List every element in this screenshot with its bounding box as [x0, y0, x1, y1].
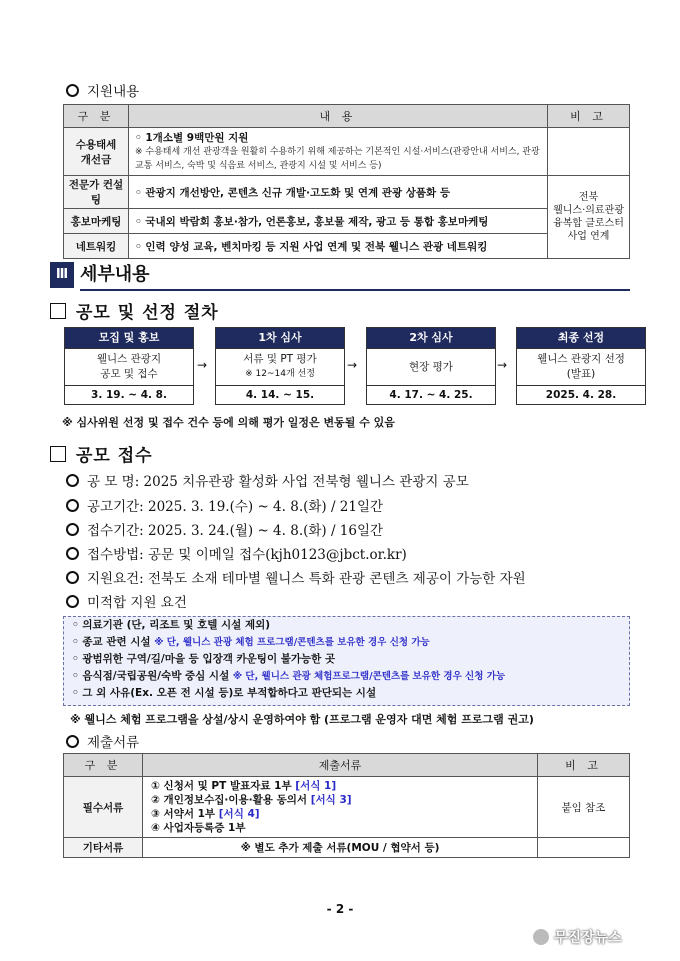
support-row-category: 홍보마케팅 [64, 209, 129, 234]
criteria-note: ※ 웰니스 체험 프로그램을 상설/상시 운영하여야 함 (프로그램 운영자 대면 체험 프로그램 권고) [70, 713, 534, 726]
document-item: ④ 사업자등록증 1부 [151, 822, 246, 834]
step-title: 2차 심사 [367, 328, 495, 348]
step-title: 최종 선정 [517, 328, 645, 348]
square-bullet-icon [50, 303, 66, 319]
support-row-category: 수용태세 개선금 [64, 128, 129, 176]
application-item: 지원요건: 전북도 소재 테마별 웰니스 특화 관광 콘텐츠 제공이 가능한 자원 [66, 567, 526, 587]
criteria-item: ◦ 의료기관 (단, 리조트 및 호텔 시설 제외) [72, 619, 271, 631]
support-row-content: ◦ 인력 양성 교육, 벤치마킹 등 지원 사업 연계 및 전북 웰니스 관광 네트워킹 [129, 234, 548, 259]
support-row-note: ※ 수용태세 개선 관광객을 원활히 수용하기 위해 제공하는 기본적인 시설·서비스(관광안내 서비스, 관광교통 서비스, 숙박 및 식음료 서비스, 관광지 시설 및 서비스 등) [135, 147, 540, 171]
documents-table [63, 753, 630, 858]
documents-required-label: 필수서류 [64, 777, 143, 838]
support-row-remark-empty [548, 128, 630, 176]
documents-other-text: ※ 별도 추가 제출 서류(MOU / 협약서 등) [143, 838, 538, 858]
section-title: 세부내용 [80, 264, 150, 285]
watermark-logo-icon [533, 929, 549, 945]
documents-col-category: 구 분 [64, 754, 143, 777]
square-bullet-icon [50, 446, 66, 462]
circle-bullet-icon [66, 499, 79, 512]
step-desc: 웰니스 관광지 선정 (발표) [517, 348, 645, 386]
support-heading: 지원내용 [66, 80, 139, 100]
document-item: ① 신청서 및 PT 발표자료 1부 [서식 1] [151, 780, 337, 792]
circle-bullet-icon [66, 735, 79, 748]
arrow-right-icon: → [197, 358, 208, 372]
step-1 [64, 327, 194, 405]
circle-bullet-icon [66, 571, 79, 584]
step-4 [516, 327, 646, 405]
step-date: 3. 19. ~ 4. 8. [91, 389, 167, 401]
step-date: 4. 17. ~ 4. 25. [389, 389, 473, 401]
circle-bullet-icon [66, 84, 79, 97]
step-3 [366, 327, 496, 405]
documents-other-label: 기타서류 [64, 838, 143, 858]
step-2 [215, 327, 345, 405]
documents-other-remark [538, 838, 630, 858]
application-item: 접수방법: 공문 및 이메일 접수(kjh0123@jbct.or.kr) [66, 543, 407, 563]
application-heading: 공모 접수 [50, 441, 153, 466]
support-row-content: ◦ 국내외 박람회 홍보·참가, 언론홍보, 홍보물 제작, 광고 등 통합 홍보마케팅 [129, 209, 548, 234]
criteria-item: ◦ 종교 관련 시설 ※ 단, 웰니스 관광 체험 프로그램/콘텐츠를 보유한 경우 신청 가능 [72, 636, 430, 648]
circle-bullet-icon [66, 595, 79, 608]
application-item: 공고기간: 2025. 3. 19.(수) ~ 4. 8.(화) / 21일간 [66, 495, 383, 515]
procedure-heading: 공모 및 선정 절차 [50, 298, 219, 323]
step-desc: 현장 평가 [367, 348, 495, 386]
application-item: 미적합 지원 요건 [66, 591, 187, 611]
support-row-content: ◦ 관광지 개선방안, 콘텐츠 신규 개발·고도화 및 연계 관광 상품화 등 [129, 176, 548, 209]
step-title: 모집 및 홍보 [65, 328, 193, 348]
documents-heading: 제출서류 [66, 731, 139, 751]
arrow-right-icon: → [497, 358, 508, 372]
step-date: 2025. 4. 28. [545, 389, 617, 401]
support-row-category: 전문가 컨설팅 [64, 176, 129, 209]
criteria-item: ◦ 광범위한 구역/길/마을 등 입장객 카운팅이 불가능한 곳 [72, 653, 336, 665]
documents-col-remark: 비 고 [538, 754, 630, 777]
support-col-content: 내 용 [129, 105, 548, 128]
documents-col-docs: 제출서류 [143, 754, 538, 777]
criteria-item: ◦ 음식점/국립공원/숙박 중심 시설 ※ 단, 웰니스 관광 체험프로그램/콘텐츠를 보유한 경우 신청 가능 [72, 670, 506, 682]
step-desc: 서류 및 PT 평가 ※ 12~14개 선정 [216, 348, 344, 386]
arrow-right-icon: → [347, 358, 358, 372]
step-desc: 웰니스 관광지 공모 및 접수 [65, 348, 193, 386]
section-numeral: Ⅲ [50, 262, 74, 288]
step-title: 1차 심사 [216, 328, 344, 348]
support-row-category: 네트워킹 [64, 234, 129, 259]
support-remark: 전북 웰니스·의료관광 융복합 클로스터 사업 연계 [548, 176, 630, 259]
support-table [63, 104, 630, 259]
criteria-box [63, 616, 630, 706]
support-col-category: 구 분 [64, 105, 129, 128]
document-item: ③ 서약서 1부 [서식 4] [151, 808, 260, 820]
documents-required-list [143, 777, 538, 838]
procedure-note: ※ 심사위원 선정 및 접수 건수 등에 의해 평가 일정은 변동될 수 있음 [62, 416, 395, 429]
circle-bullet-icon [66, 523, 79, 536]
document-item: ② 개인정보수집·이용·활용 동의서 [서식 3] [151, 794, 352, 806]
circle-bullet-icon [66, 547, 79, 560]
step-date: 4. 14. ~ 15. [245, 389, 315, 401]
watermark: 무진장뉴스 [533, 925, 673, 949]
application-item: 공 모 명: 2025 치유관광 활성화 사업 전북형 웰니스 관광지 공모 [66, 470, 469, 490]
section-rule [80, 289, 630, 291]
criteria-item: ◦ 그 외 사유(Ex. 오픈 전 시설 등)로 부적합하다고 판단되는 시설 [72, 687, 377, 699]
documents-required-remark: 붙임 참조 [538, 777, 630, 838]
support-row-content: ◦ 1개소별 9백만원 지원 ※ 수용태세 개선 관광객을 원활히 수용하기 위해 제공하는 기본적인 시설·서비스(관광안내 서비스, 관광교통 서비스, 숙박 및 식음료 서비스, 관광지 시설 및 서비스 등) [129, 128, 548, 176]
application-item: 접수기간: 2025. 3. 24.(월) ~ 4. 8.(화) / 16일간 [66, 519, 383, 539]
page-number: - 2 - [326, 902, 354, 916]
circle-bullet-icon [66, 474, 79, 487]
support-col-remark: 비 고 [548, 105, 630, 128]
